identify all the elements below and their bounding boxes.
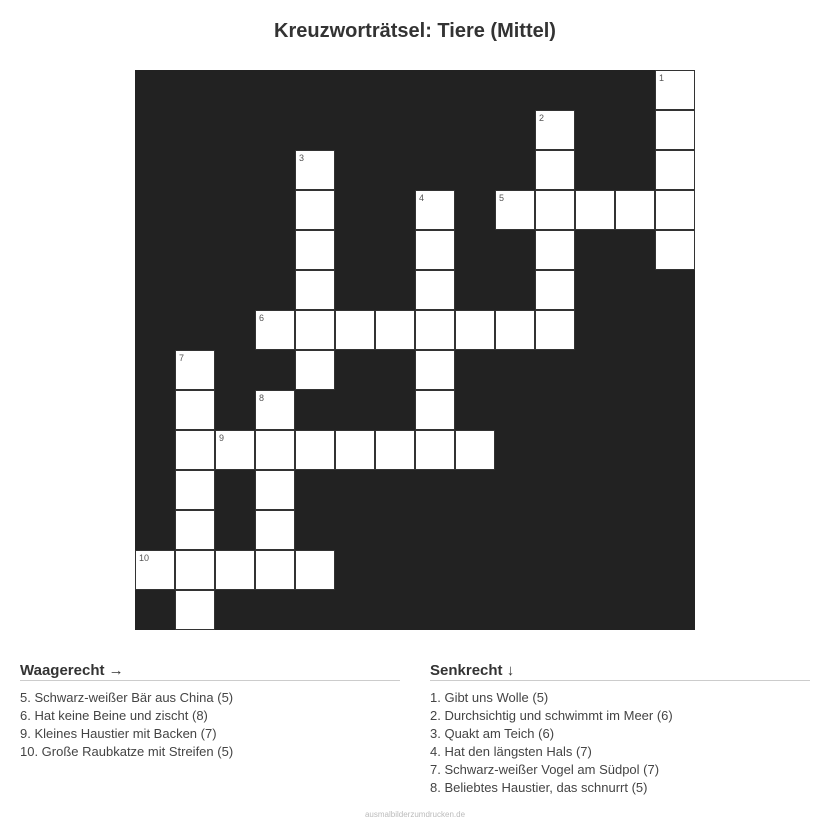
- clue-number: 10: [139, 553, 150, 563]
- clue-number: 8: [259, 393, 265, 403]
- crossword-cell[interactable]: [495, 310, 535, 350]
- clue-number: 1: [659, 73, 665, 83]
- crossword-cell[interactable]: [415, 350, 455, 390]
- crossword-cell[interactable]: [335, 310, 375, 350]
- crossword-cell[interactable]: [255, 550, 295, 590]
- clue-item: 5. Schwarz-weißer Bär aus China (5): [20, 690, 234, 705]
- crossword-cell[interactable]: [295, 190, 335, 230]
- crossword-grid: [135, 70, 695, 630]
- crossword-cell[interactable]: [415, 390, 455, 430]
- crossword-cell[interactable]: [295, 310, 335, 350]
- crossword-cell[interactable]: [535, 270, 575, 310]
- crossword-cell[interactable]: [535, 190, 575, 230]
- crossword-cell[interactable]: [295, 350, 335, 390]
- crossword-cell[interactable]: [295, 270, 335, 310]
- crossword-cell[interactable]: [415, 230, 455, 270]
- clue-item: 4. Hat den längsten Hals (7): [430, 744, 592, 759]
- crossword-cell[interactable]: [535, 150, 575, 190]
- crossword-cell[interactable]: [255, 510, 295, 550]
- crossword-cell[interactable]: [655, 70, 695, 110]
- crossword-cell[interactable]: [175, 470, 215, 510]
- crossword-cell[interactable]: [535, 110, 575, 150]
- crossword-cell[interactable]: [415, 190, 455, 230]
- crossword-cell[interactable]: [375, 430, 415, 470]
- clue-number: 3: [299, 153, 305, 163]
- crossword-cell[interactable]: [215, 430, 255, 470]
- crossword-cell[interactable]: [175, 390, 215, 430]
- crossword-cell[interactable]: [655, 150, 695, 190]
- clue-item: 1. Gibt uns Wolle (5): [430, 690, 549, 705]
- crossword-cell[interactable]: [255, 430, 295, 470]
- crossword-cell[interactable]: [655, 190, 695, 230]
- clue-number: 4: [419, 193, 425, 203]
- crossword-cell[interactable]: [575, 190, 615, 230]
- crossword-cell[interactable]: [375, 310, 415, 350]
- crossword-cell[interactable]: [255, 470, 295, 510]
- crossword-cell[interactable]: [535, 310, 575, 350]
- crossword-cell[interactable]: [175, 350, 215, 390]
- down-heading: Senkrecht ↓: [430, 662, 810, 681]
- crossword-cell[interactable]: [335, 430, 375, 470]
- crossword-cell[interactable]: [135, 550, 175, 590]
- across-clue-list: [20, 689, 400, 761]
- crossword-cell[interactable]: [455, 310, 495, 350]
- clue-number: 5: [499, 193, 505, 203]
- crossword-cell[interactable]: [415, 310, 455, 350]
- clue-number: 2: [539, 113, 545, 123]
- crossword-cell[interactable]: [615, 190, 655, 230]
- clue-item: 7. Schwarz-weißer Vogel am Südpol (7): [430, 762, 660, 777]
- crossword-cell[interactable]: [415, 270, 455, 310]
- clue-item: 6. Hat keine Beine und zischt (8): [20, 708, 208, 723]
- down-clue-list: [430, 689, 810, 797]
- clue-number: 7: [179, 353, 185, 363]
- crossword-cell[interactable]: [255, 390, 295, 430]
- crossword-cell[interactable]: [215, 550, 255, 590]
- clue-item: 3. Quakt am Teich (6): [430, 726, 555, 741]
- crossword-cell[interactable]: [455, 430, 495, 470]
- crossword-cell[interactable]: [175, 550, 215, 590]
- down-clues-section: [430, 662, 810, 797]
- clue-item: 2. Durchsichtig und schwimmt im Meer (6): [430, 708, 673, 723]
- page-title: Kreuzworträtsel: Tiere (Mittel): [274, 20, 556, 42]
- crossword-cell[interactable]: [495, 190, 535, 230]
- clue-item: 9. Kleines Haustier mit Backen (7): [20, 726, 217, 741]
- footer-credit: ausmalbilderzumdrucken.de: [364, 810, 466, 819]
- crossword-cell[interactable]: [255, 310, 295, 350]
- crossword-cell[interactable]: [175, 430, 215, 470]
- across-heading: Waagerecht →: [20, 662, 400, 681]
- crossword-cell[interactable]: [295, 430, 335, 470]
- clue-item: 8. Beliebtes Haustier, das schnurrt (5): [430, 780, 648, 795]
- clue-number: 6: [259, 313, 265, 323]
- crossword-cell[interactable]: [535, 230, 575, 270]
- crossword-cell[interactable]: [175, 510, 215, 550]
- crossword-cell[interactable]: [295, 150, 335, 190]
- across-clues-section: [20, 662, 400, 761]
- clue-item: 10. Große Raubkatze mit Streifen (5): [20, 744, 234, 759]
- crossword-cell[interactable]: [175, 590, 215, 630]
- clue-number: 9: [219, 433, 225, 443]
- crossword-cell[interactable]: [295, 550, 335, 590]
- crossword-cell[interactable]: [655, 230, 695, 270]
- crossword-cell[interactable]: [295, 230, 335, 270]
- crossword-cell[interactable]: [655, 110, 695, 150]
- crossword-cell[interactable]: [415, 430, 455, 470]
